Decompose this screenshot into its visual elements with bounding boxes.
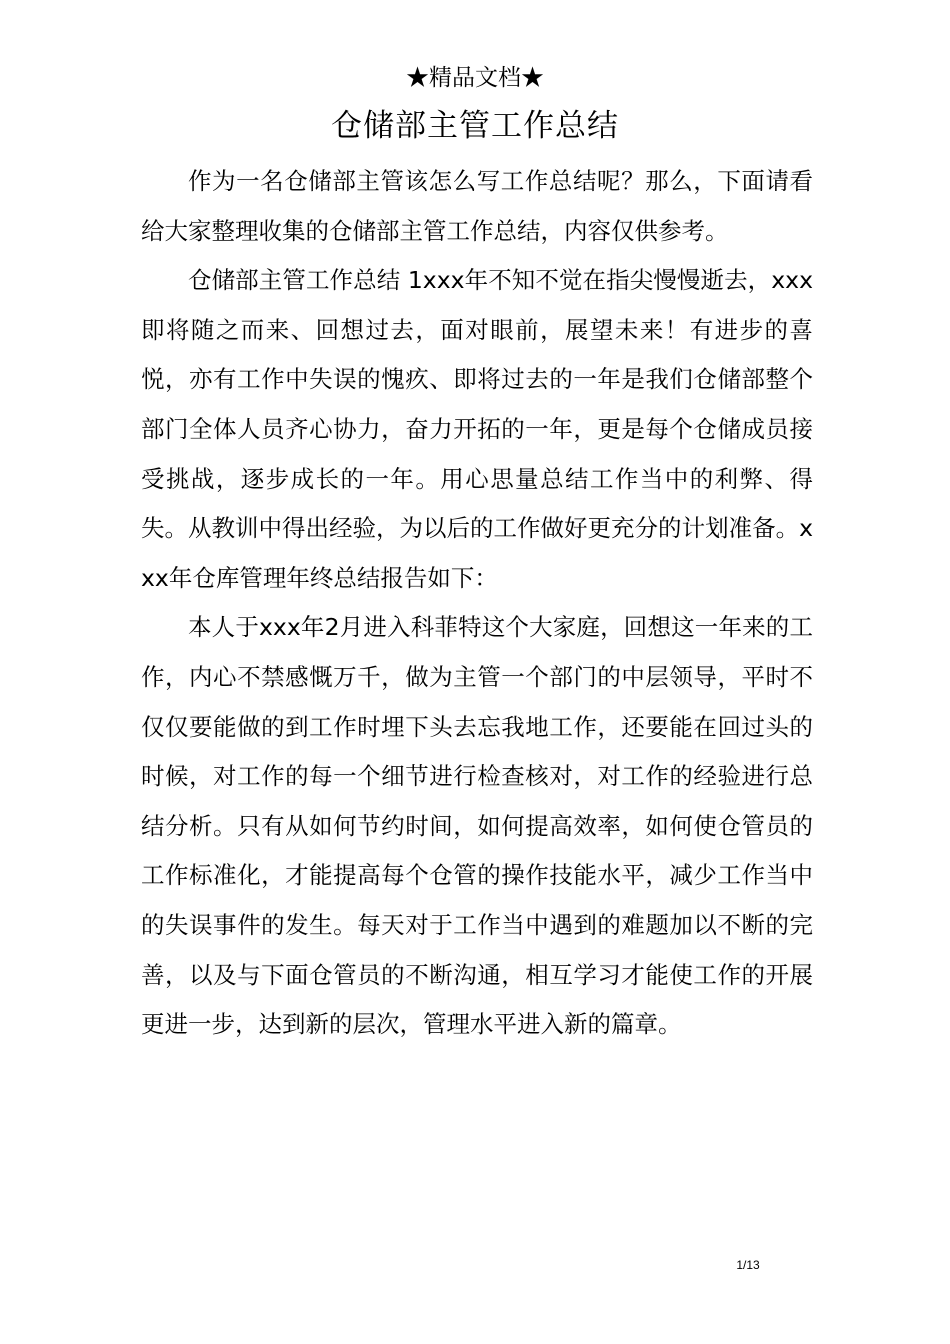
document-body (141, 157, 813, 1050)
document-title: 仓储部主管工作总结 (331, 108, 619, 144)
paragraph-intro: 作为一名仓储部主管该怎么写工作总结呢？那么，下面请看给大家整理收集的仓储部主管工作总结，内容仅供参考。 (141, 167, 813, 245)
page-number: 1/13 (736, 1258, 760, 1272)
document-header: ★精品文档★ (406, 65, 544, 91)
paragraph-summary-overview: 仓储部主管工作总结 1xxx年不知不觉在指尖慢慢逝去，xxx即将随之而来、回想过去，面对眼前，展望未来！有进步的喜悦，亦有工作中失误的愧疚、即将过去的一年是我们仓储部整个部门全体人员齐心协力，奋力开拓的一年，更是每个仓储成员接受挑战，逐步成长的一年。用心思量总结工作当中的利弊、得失。从教训中得出经验，为以后的工作做好更充分的计划准备。xxx年仓库管理年终总结报告如下： (141, 266, 813, 592)
paragraph-work-experience: 本人于xxx年2月进入科菲特这个大家庭，回想这一年来的工作，内心不禁感慨万千，做为主管一个部门的中层领导，平时不仅仅要能做的到工作时埋下头去忘我地工作，还要能在回过头的时候，对工作的每一个细节进行检查核对，对工作的经验进行总结分析。只有从如何节约时间，如何提高效率，如何使仓管员的工作标准化，才能提高每个仓管的操作技能水平，减少工作当中的失误事件的发生。每天对于工作当中遇到的难题加以不断的完善，以及与下面仓管员的不断沟通，相互学习才能使工作的开展更进一步，达到新的层次，管理水平进入新的篇章。 (141, 613, 813, 1039)
